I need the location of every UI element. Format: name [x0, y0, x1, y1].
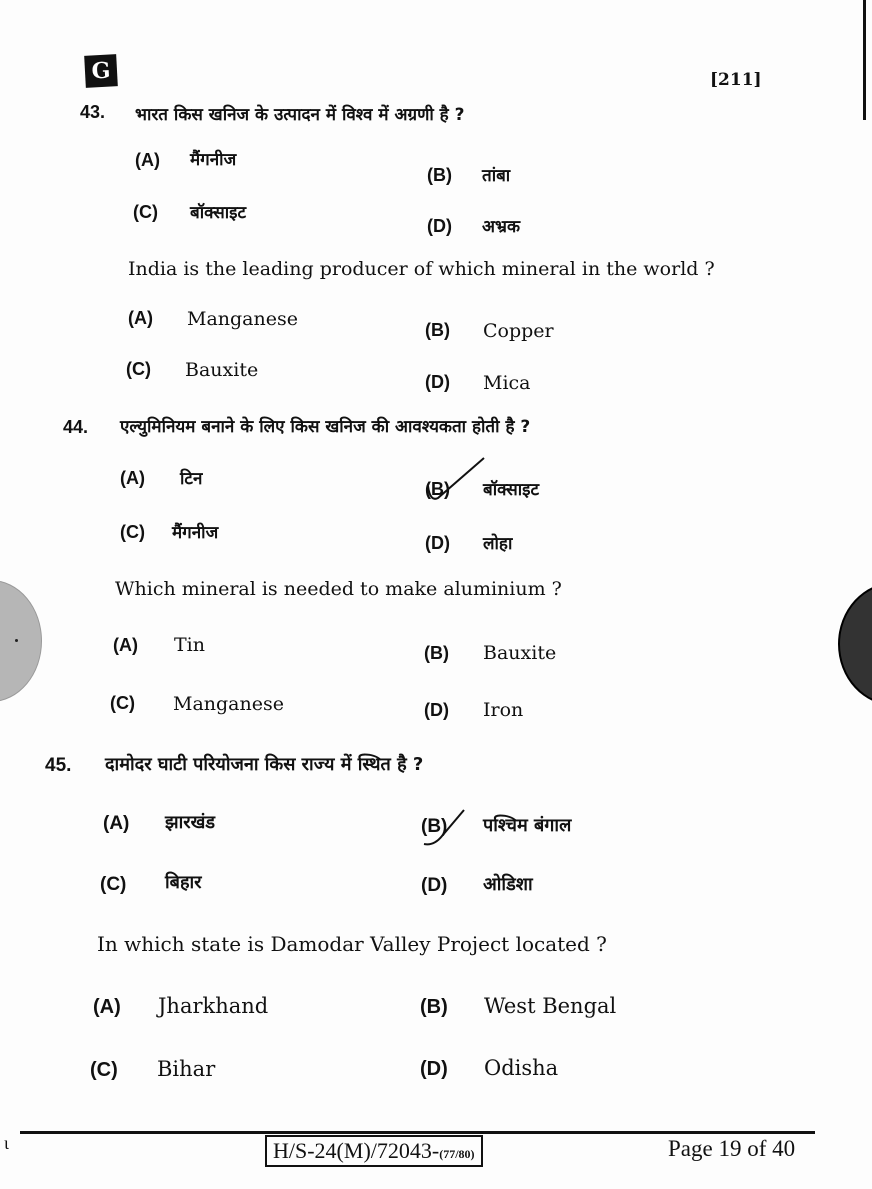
question-text-english: In which state is Damodar Valley Project located ? — [97, 932, 607, 956]
option-label: (D) — [424, 700, 449, 720]
paper-code-suffix: (77/80) — [439, 1147, 475, 1161]
option-label: (C) — [90, 1059, 118, 1081]
page-number: Page 19 of 40 — [668, 1136, 796, 1161]
option-label: (A) — [93, 996, 121, 1018]
question-number: 45. — [45, 755, 72, 776]
hole-dot — [15, 639, 18, 642]
question-text-hindi: भारत किस खनिज के उत्पादन में विश्व में अग्रणी है ? — [135, 105, 465, 125]
option-label: (B) — [425, 479, 450, 499]
option-text: Mica — [483, 372, 531, 394]
option-label: (A) — [103, 813, 130, 834]
option-text: Odisha — [484, 1056, 559, 1080]
page-reference: [211] — [710, 70, 762, 90]
option-text: Bauxite — [483, 642, 557, 664]
option-label: (B) — [424, 643, 449, 663]
option-label: (B) — [427, 165, 452, 185]
option-label: (A) — [128, 308, 153, 328]
option-label: (B) — [420, 996, 448, 1018]
option-text: Manganese — [173, 693, 284, 715]
option-text: ओडिशा — [483, 874, 533, 895]
option-text: Bihar — [157, 1057, 216, 1081]
option-text: बॉक्साइट — [190, 203, 247, 223]
punch-hole-left — [0, 580, 42, 702]
punch-hole-right — [838, 582, 872, 706]
set-badge: G — [84, 54, 118, 88]
question-text-hindi: दामोदर घाटी परियोजना किस राज्य में स्थित है ? — [105, 754, 424, 775]
option-label: (B) — [421, 816, 448, 837]
answer-tick-mark — [420, 806, 470, 850]
paper-code: H/S-24(M)/72043- — [273, 1138, 440, 1163]
option-label: (C) — [110, 693, 135, 713]
option-text: मैंगनीज — [172, 523, 219, 543]
option-text: अभ्रक — [482, 217, 520, 237]
option-text: लोहा — [483, 534, 513, 554]
option-text: तांबा — [482, 166, 511, 186]
option-label: (A) — [135, 150, 160, 170]
option-text: Manganese — [187, 308, 298, 330]
paper-code-box — [265, 1135, 483, 1167]
answer-tick-mark — [424, 456, 494, 506]
option-label: (C) — [126, 359, 151, 379]
option-label: (A) — [120, 468, 145, 488]
option-label: (A) — [113, 635, 138, 655]
option-text: West Bengal — [484, 994, 617, 1018]
question-number: 43. — [80, 102, 106, 122]
option-text: Copper — [483, 320, 554, 342]
option-label: (C) — [133, 202, 158, 222]
option-label: (D) — [425, 372, 450, 392]
option-text: झारखंड — [165, 812, 215, 833]
option-text: टिन — [180, 469, 203, 489]
option-text: बिहार — [165, 872, 202, 893]
option-label: (C) — [120, 522, 145, 542]
margin-mark: ɩ — [4, 1133, 9, 1153]
footer-rule — [20, 1131, 815, 1134]
option-text: बॉक्साइट — [483, 480, 540, 500]
option-label: (D) — [425, 533, 450, 553]
option-label: (D) — [420, 1058, 448, 1080]
option-text: Jharkhand — [158, 994, 269, 1018]
question-text-english: India is the leading producer of which mineral in the world ? — [128, 258, 715, 280]
option-text: Bauxite — [185, 359, 259, 381]
option-label: (D) — [421, 875, 448, 896]
question-text-hindi: एल्युमिनियम बनाने के लिए किस खनिज की आवश्यकता होती है ? — [120, 417, 531, 437]
option-label: (B) — [425, 320, 450, 340]
option-text: Tin — [174, 634, 205, 656]
option-text: मैंगनीज — [190, 150, 237, 170]
option-label: (C) — [100, 874, 127, 895]
option-label: (D) — [427, 216, 452, 236]
question-number: 44. — [63, 417, 89, 437]
option-text: पश्चिम बंगाल — [483, 815, 572, 836]
question-text-english: Which mineral is needed to make aluminium ? — [115, 578, 562, 600]
option-text: Iron — [483, 699, 524, 721]
page-edge-line — [863, 0, 866, 120]
